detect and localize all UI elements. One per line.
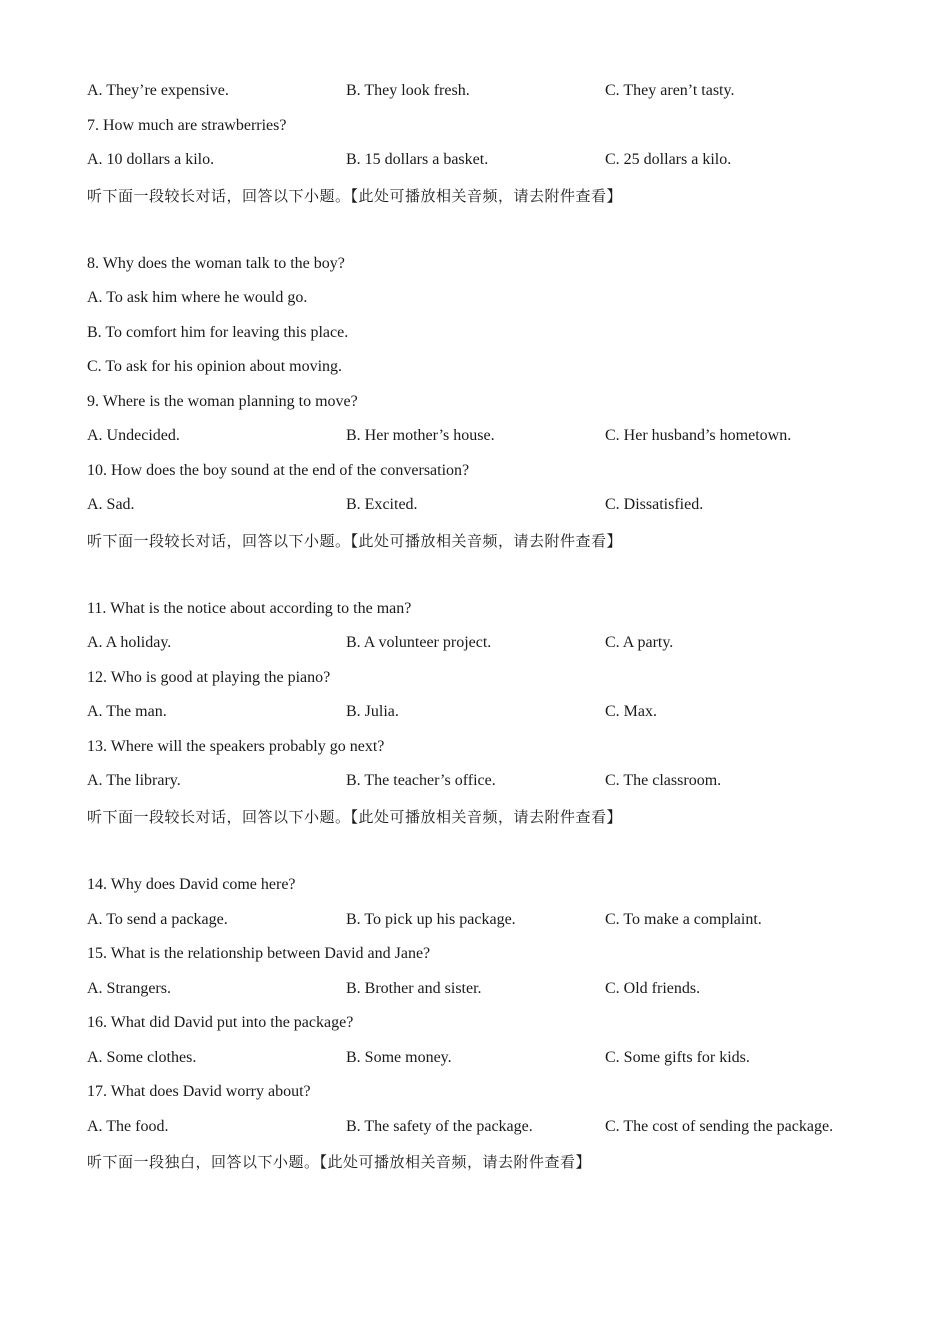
q16-option-c: C. Some gifts for kids. [605,1049,750,1066]
section-instruction-1: 听下面一段较长对话，回答以下小题。【此处可播放相关音频，请去附件查看】 [87,187,623,205]
q7-option-a: A. 10 dollars a kilo. [87,151,215,168]
q13-option-c: C. The classroom. [605,772,722,789]
q9-option-a: A. Undecided. [87,427,180,444]
q12-option-b: B. Julia. [346,703,399,720]
section-instruction-2: 听下面一段较长对话，回答以下小题。【此处可播放相关音频，请去附件查看】 [87,532,623,550]
q6-option-a: A. They’re expensive. [87,82,229,99]
q6-option-b: B. They look fresh. [346,82,470,99]
q13-question: 13. Where will the speakers probably go next? [87,738,385,755]
q10-option-a: A. Sad. [87,496,135,513]
q16-option-b: B. Some money. [346,1049,452,1066]
q17-option-a: A. The food. [87,1118,169,1135]
q13-option-b: B. The teacher’s office. [346,772,496,789]
q12-option-c: C. Max. [605,703,657,720]
q7-option-c: C. 25 dollars a kilo. [605,151,732,168]
q15-option-b: B. Brother and sister. [346,980,482,997]
q10-question: 10. How does the boy sound at the end of the conversation? [87,462,470,479]
section-instruction-4: 听下面一段独白，回答以下小题。【此处可播放相关音频，请去附件查看】 [87,1153,592,1171]
q9-option-b: B. Her mother’s house. [346,427,495,444]
q7-question: 7. How much are strawberries? [87,117,287,134]
q8-question: 8. Why does the woman talk to the boy? [87,255,345,272]
q10-option-b: B. Excited. [346,496,418,513]
q9-question: 9. Where is the woman planning to move? [87,393,358,410]
section-instruction-3: 听下面一段较长对话，回答以下小题。【此处可播放相关音频，请去附件查看】 [87,808,623,826]
q11-option-b: B. A volunteer project. [346,634,492,651]
q17-question: 17. What does David worry about? [87,1083,311,1100]
q10-option-c: C. Dissatisfied. [605,496,704,513]
q14-option-a: A. To send a package. [87,911,228,928]
q12-question: 12. Who is good at playing the piano? [87,669,331,686]
q11-option-a: A. A holiday. [87,634,172,651]
q11-question: 11. What is the notice about according to the man? [87,600,412,617]
q17-option-b: B. The safety of the package. [346,1118,533,1135]
q6-option-c: C. They aren’t tasty. [605,82,735,99]
q13-option-a: A. The library. [87,772,181,789]
q11-option-c: C. A party. [605,634,674,651]
q12-option-a: A. The man. [87,703,167,720]
q9-option-c: C. Her husband’s hometown. [605,427,792,444]
q15-option-c: C. Old friends. [605,980,701,997]
q8-option-c: C. To ask for his opinion about moving. [87,358,343,375]
q14-option-b: B. To pick up his package. [346,911,516,928]
q8-option-a: A. To ask him where he would go. [87,289,308,306]
q14-option-c: C. To make a complaint. [605,911,762,928]
q14-question: 14. Why does David come here? [87,876,296,893]
q15-question: 15. What is the relationship between David and Jane? [87,945,431,962]
q17-option-c: C. The cost of sending the package. [605,1118,834,1135]
q7-option-b: B. 15 dollars a basket. [346,151,489,168]
q16-option-a: A. Some clothes. [87,1049,197,1066]
q16-question: 16. What did David put into the package? [87,1014,354,1031]
q15-option-a: A. Strangers. [87,980,171,997]
q8-option-b: B. To comfort him for leaving this place. [87,324,349,341]
